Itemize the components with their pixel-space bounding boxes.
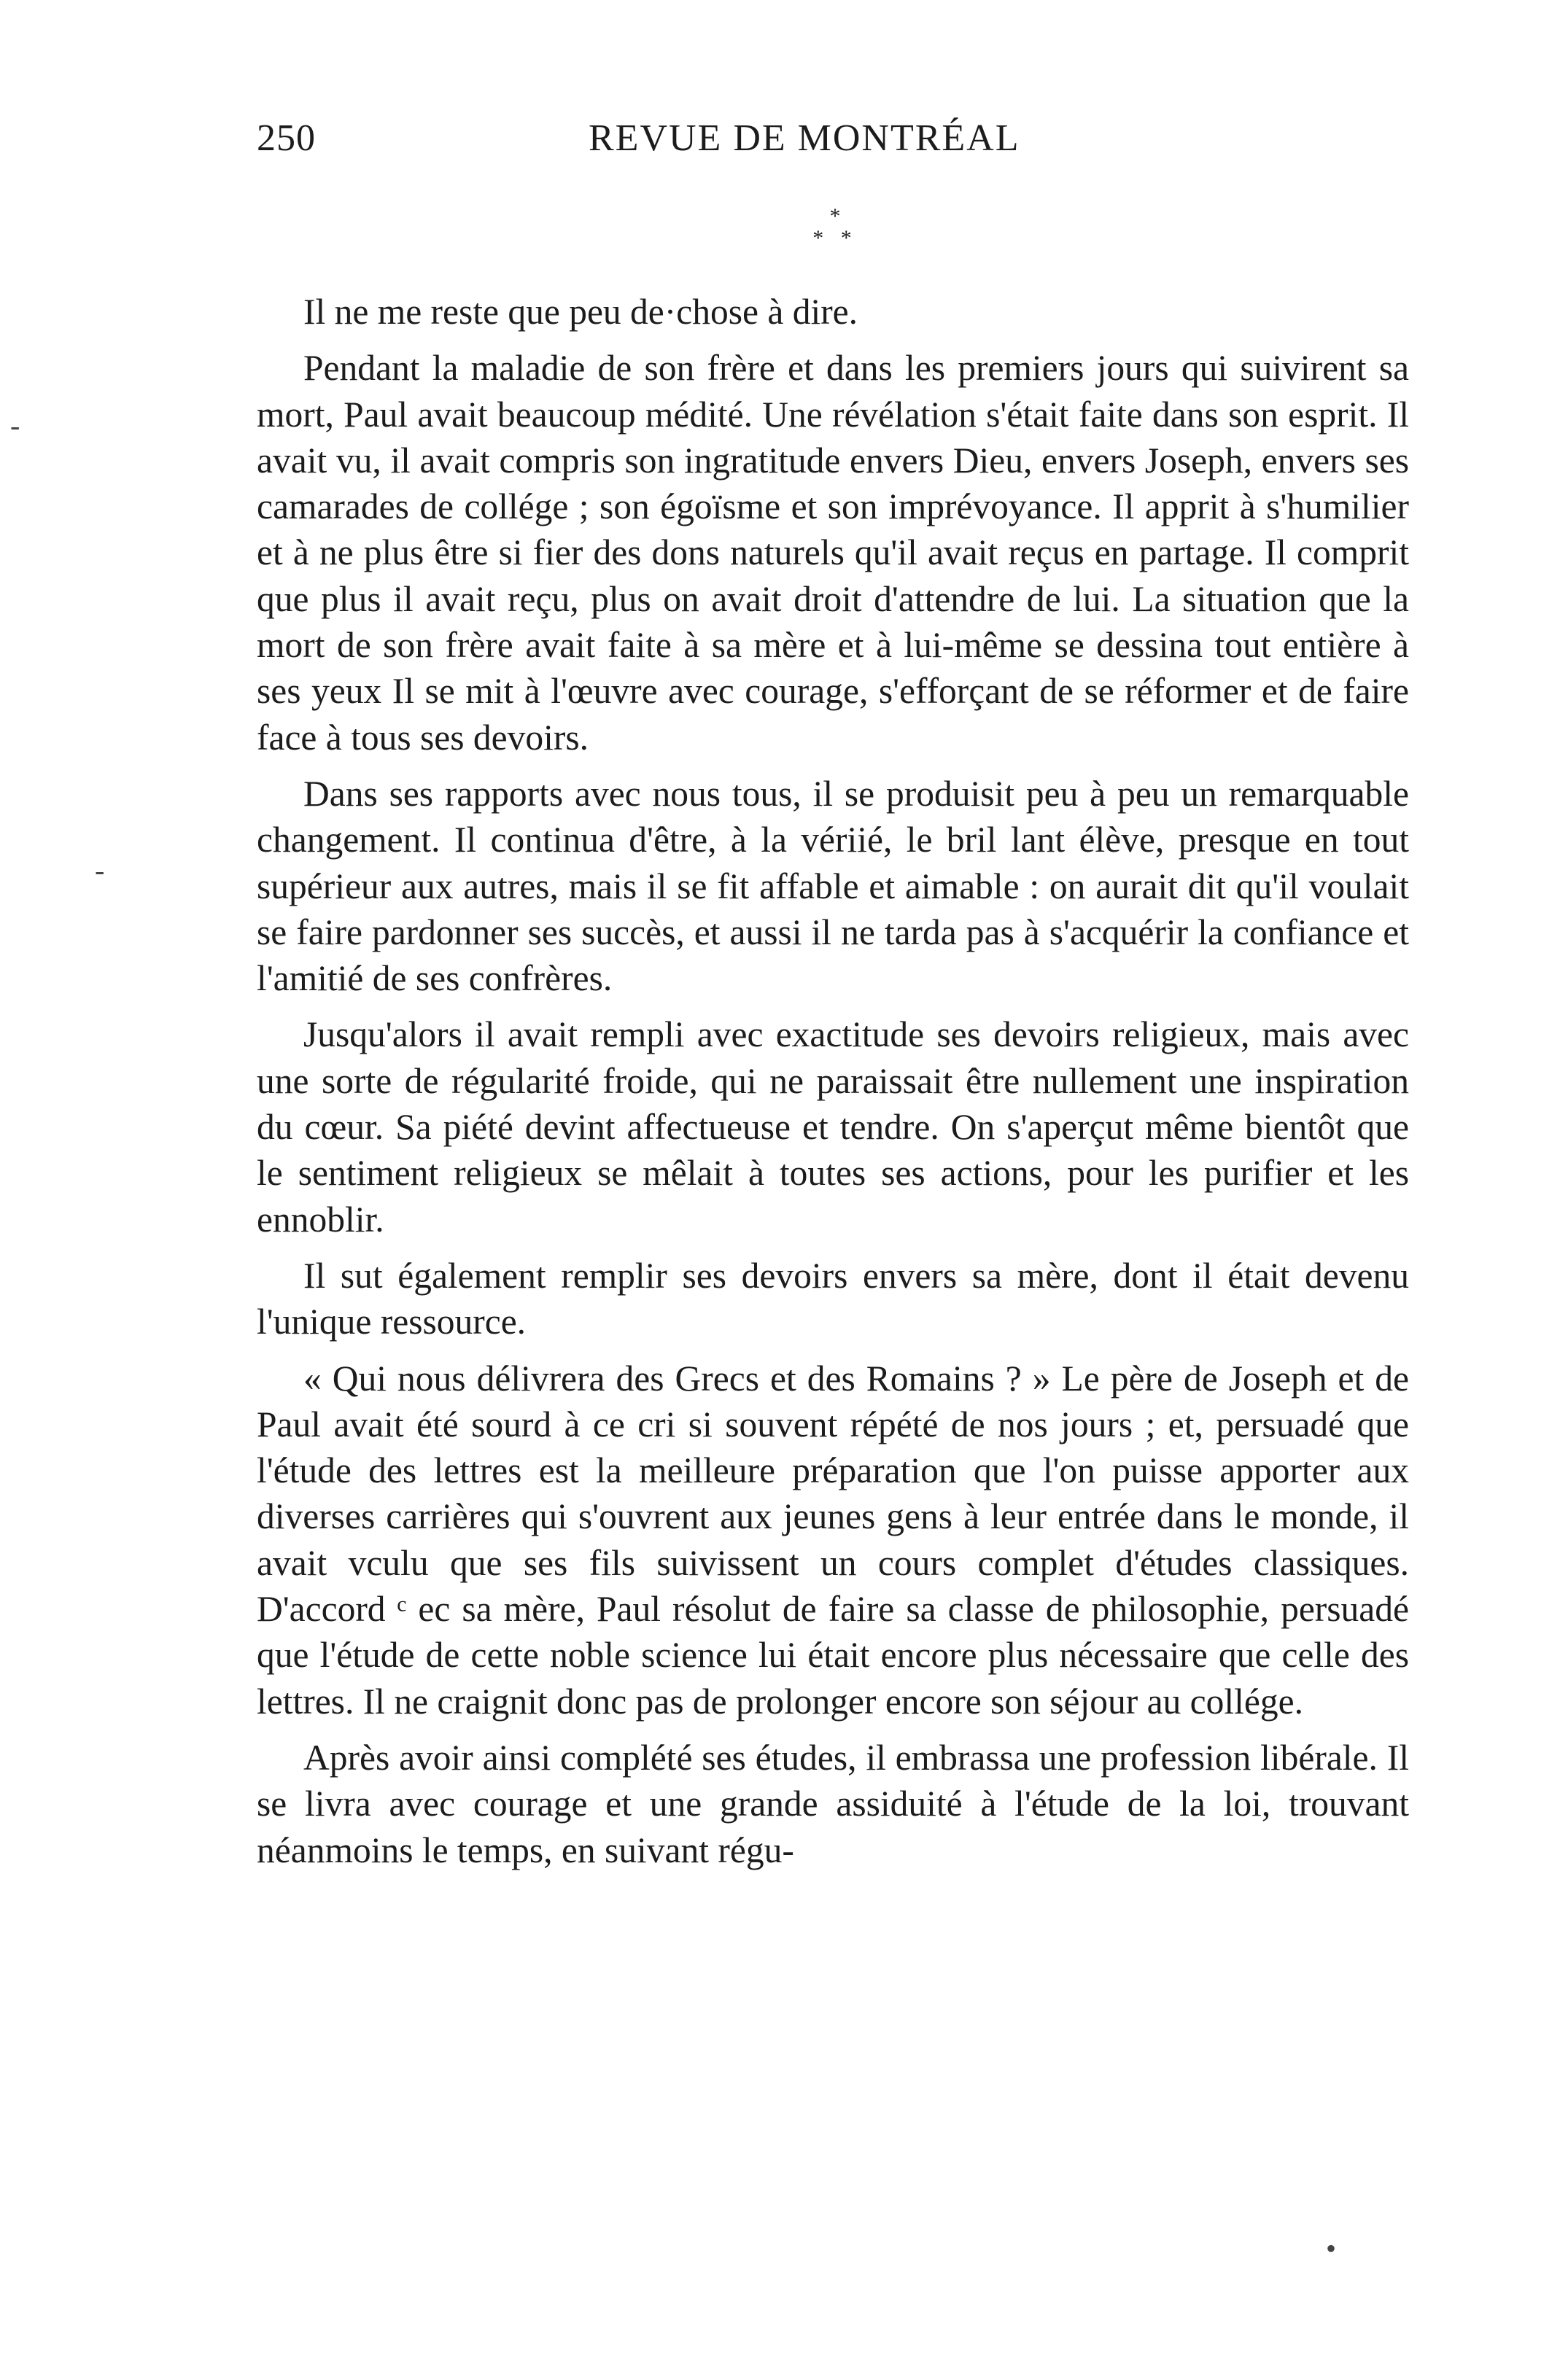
body-text [257, 289, 1409, 1883]
asterism-top: * [829, 204, 841, 228]
asterism-bottom: * * [812, 226, 858, 250]
paragraph-6: « Qui nous délivrera des Grecs et des Romains ? » Le père de Joseph et de Paul avait été sourd à ce cri si souvent répété de nos jours ; et, persuadé que l'étude des lettres est la meilleure préparation que l'on puisse apporter aux diverses carrières qui s'ouvrent aux jeunes gens à leur entrée dans le monde, il avait vculu que ses fils suivissent un cours complet d'études classiques. D'accord ᶜ ec sa mère, Paul résolut de faire sa classe de philosophie, persuadé que l'étude de cette noble science lui était encore plus nécessaire que celle des lettres. Il ne craignit donc pas de prolonger encore son séjour au collége. [257, 1358, 1409, 1722]
margin-speck: - [95, 854, 105, 887]
section-break-asterism [802, 206, 868, 264]
paragraph-2: Pendant la maladie de son frère et dans les premiers jours qui suivirent sa mort, Paul avait beaucoup médité. Une révélation s'était faite dans son esprit. Il avait vu, il avait compris son ingratitude envers Dieu, envers Joseph, envers ses camarades de collége ; son égoïsme et son imprévoyance. Il apprit à s'humilier et à ne plus être si fier des dons naturels qu'il avait reçus en partage. Il comprit que plus il avait reçu, plus on avait droit d'attendre de lui. La situation que la mort de son frère avait faite à sa mère et à lui-même se dessina tout entière à ses yeux Il se mit à l'œuvre avec courage, s'efforçant de se réformer et de faire face à tous ses devoirs. [257, 348, 1409, 758]
page-number: 250 [257, 117, 316, 159]
margin-speck: - [10, 409, 20, 442]
running-title: REVUE DE MONTRÉAL [589, 117, 1020, 159]
paragraph-1: Il ne me reste que peu de·chose à dire. [303, 292, 858, 332]
paragraph-5: Il sut également remplir ses devoirs envers sa mère, dont il était devenu l'unique ressource. [257, 1255, 1409, 1342]
page-speck: • [1326, 2232, 1337, 2265]
page-header [257, 117, 1409, 175]
paragraph-4: Jusqu'alors il avait rempli avec exactitude ses devoirs religieux, mais avec une sorte de régularité froide, qui ne paraissait être nullement une inspiration du cœur. Sa piété devint affectueuse et tendre. On s'aperçut même bientôt que le sentiment religieux se mêlait à toutes ses actions, pour les purifier et les ennoblir. [257, 1014, 1409, 1240]
paragraph-3: Dans ses rapports avec nous tous, il se produisit peu à peu un remarquable changement. Il continua d'être, à la vériié, le bril lant élève, presque en tout supérieur aux autres, mais il se fit affable et aimable : on aurait dit qu'il voulait se faire pardonner ses succès, et aussi il ne tarda pas à s'acquérir la confiance et l'amitié de ses confrères. [257, 773, 1409, 999]
paragraph-7: Après avoir ainsi complété ses études, il embrassa une profession libérale. Il se livra avec courage et une grande assiduité à l'étude de la loi, trouvant néanmoins le temps, en suivant régu- [257, 1737, 1409, 1870]
